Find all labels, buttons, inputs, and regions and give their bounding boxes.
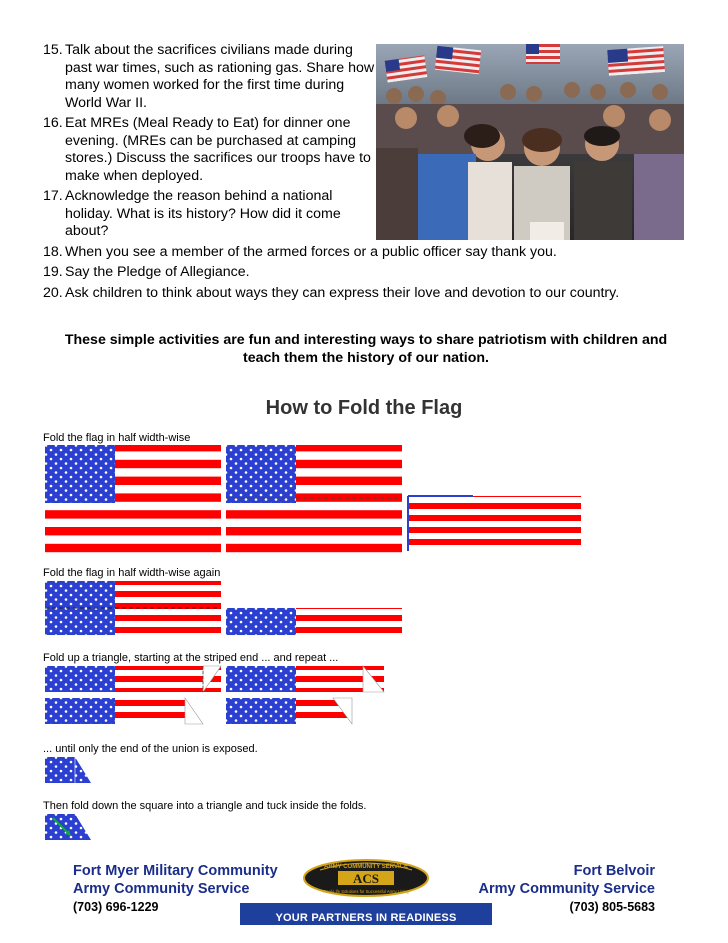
footer-right-title: Fort Belvoir (573, 863, 655, 879)
fold-step-label: Then fold down the square into a triangle and tuck inside the folds. (43, 800, 367, 812)
logo-bottom-text: Real-Life Solutions for Successful Army Living (323, 889, 409, 894)
list-item (43, 115, 380, 185)
footer-left-subtitle: Army Community Service (73, 881, 250, 897)
closing-statement: These simple activities are fun and interesting ways to share patriotism with children and teach them the history of our nation. (64, 332, 668, 366)
list-item (43, 188, 380, 241)
fold-step-4-diagram (43, 755, 93, 785)
fold-step-label: Fold the flag in half width-wise again (43, 567, 221, 579)
item-text: Acknowledge the reason behind a national holiday. What is its history? How did it come about? (65, 188, 341, 239)
footer-fort-belvoir (479, 862, 655, 916)
item-number: 19. (43, 264, 63, 280)
footer-left-title: Fort Myer Military Community (73, 863, 278, 879)
fold-step-2-diagram (43, 579, 403, 637)
list-item (43, 285, 683, 303)
logo-top-text: ARMY COMMUNITY SERVICE (323, 864, 409, 870)
item-text: Eat MREs (Meal Ready to Eat) for dinner one evening. (MREs can be purchased at camping stores.) Discuss the sacrifices our troops have to make when deployed. (65, 115, 371, 184)
logo-acs-text: ACS (352, 871, 380, 886)
acs-logo (302, 858, 430, 898)
section-title: How to Fold the Flag (265, 397, 463, 419)
item-text: Say the Pledge of Allegiance. (65, 264, 250, 280)
footer-right-phone: (703) 805-5683 (569, 900, 655, 914)
fold-step-3-diagram (43, 664, 388, 726)
footer-left-phone: (703) 696-1229 (73, 900, 159, 914)
item-number: 17. (43, 188, 63, 204)
item-number: 20. (43, 284, 63, 301)
item-number: 15. (43, 42, 63, 58)
photo-illustration (376, 44, 684, 240)
item-text: When you see a member of the armed forces or a public officer say thank you. (65, 243, 557, 260)
footer-right-subtitle: Army Community Service (478, 881, 655, 897)
item-text: Talk about the sacrifices civilians made during past war times, such as rationing gas. Share how many women worked for the first time during World War II. (65, 42, 375, 111)
item-number: 16. (43, 115, 63, 131)
list-item (43, 244, 683, 262)
item-number: 18. (43, 243, 63, 260)
fold-step-label: Fold the flag in half width-wise (43, 432, 191, 444)
fold-step-5-diagram (43, 812, 93, 842)
fold-step-1-diagram (43, 443, 588, 553)
children-pledge-photo (376, 44, 684, 240)
tagline-banner: YOUR PARTNERS IN READINESS (240, 903, 492, 925)
item-text: Ask children to think about ways they can express their love and devotion to our country. (65, 284, 620, 301)
fold-step-label: ... until only the end of the union is exposed. (43, 743, 258, 755)
list-item (43, 42, 380, 112)
fold-step-label: Fold up a triangle, starting at the striped end ... and repeat ... (43, 652, 339, 664)
list-item (43, 264, 683, 282)
